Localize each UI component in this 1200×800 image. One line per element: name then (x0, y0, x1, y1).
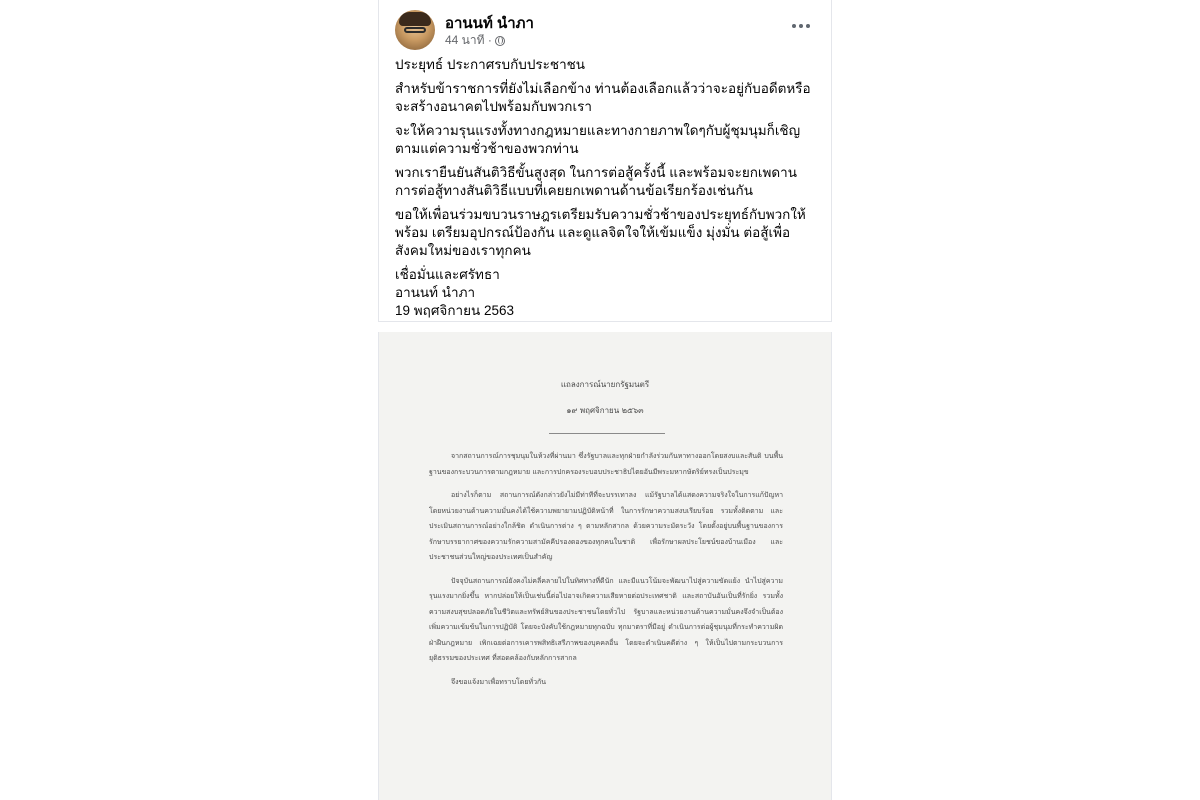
document-paragraph: อย่างไรก็ตาม สถานการณ์ดังกล่าวยังไม่มีท่าทีที่จะบรรเทาลง แม้รัฐบาลได้แสดงความจริงใจในการแก้ปัญหา โดยหน่วยงานด้านความมั่นคงได้ใช้ความพยายามปฏิบัติหน้าที่ ในการรักษาความสงบเรียบร้อย รวมทั้งติดตาม และประเมินสถานการณ์อย่างใกล้ชิด ดำเนินการต่าง ๆ ตามหลักสากล ด้วยความระมัดระวัง โดยตั้งอยู่บนพื้นฐานของการรักษาบรรยากาศของความรักความสามัคคีปรองดองของทุกคนในชาติ เพื่อรักษาผลประโยชน์ของบ้านเมือง และประชาชนส่วนใหญ่ของประเทศเป็นสำคัญ (429, 491, 783, 561)
attached-document-image[interactable] (378, 332, 832, 800)
post-header (395, 10, 815, 50)
post-paragraph: สำหรับข้าราชการที่ยังไม่เลือกข้าง ท่านต้องเลือกแล้วว่าจะอยู่กับอดีตหรือจะสร้างอนาคตไปพร้อมกับพวกเรา (395, 81, 811, 114)
document-paragraph: จากสถานการณ์การชุมนุมในห้วงที่ผ่านมา ซึ่งรัฐบาลและทุกฝ่ายกำลังร่วมกันหาทางออกโดยสงบและสันติ บนพื้นฐานของกระบวนการตามกฎหมาย และการปกครองระบอบประชาธิปไตยอันมีพระมหากษัตริย์ทรงเป็นประมุข (429, 452, 783, 476)
avatar[interactable] (395, 10, 435, 50)
post-paragraph: ขอให้เพื่อนร่วมขบวนราษฎรเตรียมรับความชั่วช้าของประยุทธ์กับพวกให้พร้อม เตรียมอุปกรณ์ป้องกัน และดูแลจิตใจให้เข้มแข็ง มุ่งมั่น ต่อสู้เพื่อสังคมใหม่ของเราทุกคน (395, 207, 806, 258)
post-text (395, 56, 819, 320)
post-time[interactable]: 44 นาที · (445, 33, 492, 47)
signoff-date: 19 พฤศจิกายน 2563 (395, 303, 514, 318)
document-paragraph: ปัจจุบันสถานการณ์ยังคงไม่คลี่คลายไปในทิศทางที่ดีนัก และมีแนวโน้มจะพัฒนาไปสู่ความขัดแย้ง นำไปสู่ความรุนแรงมากยิ่งขึ้น หากปล่อยให้เป็นเช่นนี้ต่อไปอาจเกิดความเสียหายต่อประเทศชาติ และสถาบันอันเป็นที่รักยิ่ง รวมทั้งความสงบสุขปลอดภัยในชีวิตและทรัพย์สินของประชาชนโดยทั่วไป รัฐบาลและหน่วยงานด้านความมั่นคงจึงจำเป็นต้องเพิ่มความเข้มข้นในการปฏิบัติ โดยจะบังคับใช้กฎหมายทุกฉบับ ทุกมาตราที่มีอยู่ ดำเนินการต่อผู้ชุมนุมที่กระทำความผิด ฝ่าฝืนกฎหมาย เพิกเฉยต่อการเคารพสิทธิเสรีภาพของบุคคลอื่น โดยจะดำเนินคดีต่าง ๆ ให้เป็นไปตามกระบวนการยุติธรรมของประเทศ ที่สอดคล้องกับหลักการสากล (429, 576, 783, 662)
signoff-author: อานนท์ นำภา (395, 285, 476, 300)
avatar-hair (399, 12, 431, 26)
post-paragraph: ประยุทธ์ ประกาศรบกับประชาชน (395, 57, 586, 72)
more-options-icon[interactable] (787, 16, 815, 36)
post-paragraph: พวกเรายืนยันสันติวิธีขั้นสูงสุด ในการต่อสู้ครั้งนี้ และพร้อมจะยกเพดานการต่อสู้ทางสันติวิธีแบบที่เคยยกเพดานด้านข้อเรียกร้องเช่นกัน (395, 165, 797, 198)
globe-icon[interactable] (495, 36, 505, 46)
document-body (429, 449, 783, 698)
author-name[interactable]: อานนท์ นำภา (445, 15, 534, 32)
document-divider (549, 433, 665, 434)
document-paragraph: จึงขอแจ้งมาเพื่อทราบโดยทั่วกัน (451, 677, 547, 686)
post-meta (445, 31, 505, 50)
signoff-line: เชื่อมั่นและศรัทธา (395, 267, 500, 282)
signoff (395, 266, 819, 320)
post-paragraph: จะให้ความรุนแรงทั้งทางกฎหมายและทางกายภาพใดๆกับผู้ชุมนุมก็เชิญตามแต่ความชั่วช้าของพวกท่าน (395, 123, 801, 156)
avatar-glasses (404, 27, 426, 33)
facebook-post (378, 0, 832, 322)
document-title: แถลงการณ์นายกรัฐมนตรี (560, 380, 650, 389)
document-date: ๑๙ พฤศจิกายน ๒๕๖๓ (566, 406, 644, 415)
